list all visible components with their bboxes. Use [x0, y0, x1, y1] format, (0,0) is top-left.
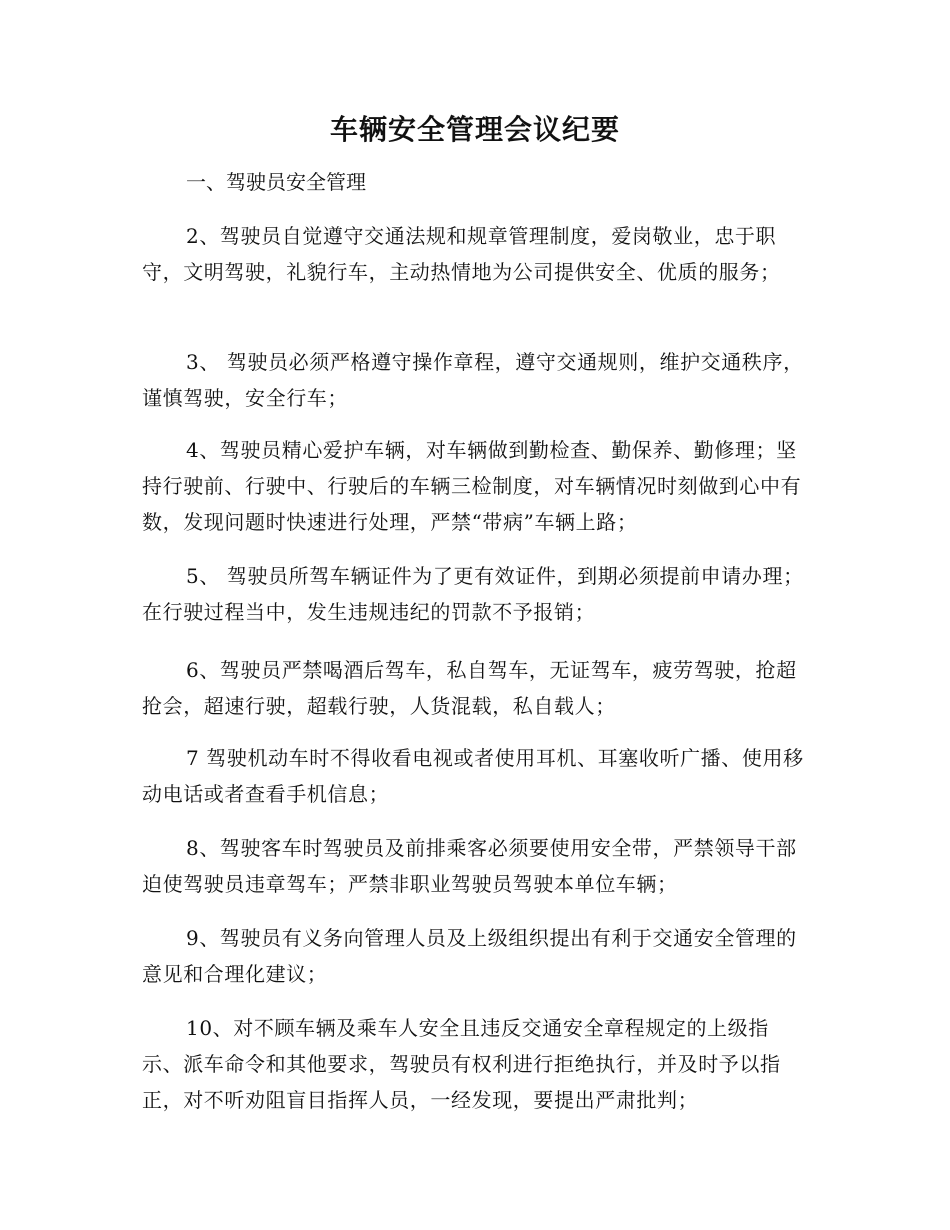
paragraph-item-7: 7 驾驶机动车时不得收看电视或者使用耳机、耳塞收听广播、使用移动电话或者查看手机信息； — [142, 746, 804, 806]
page-title: 车辆安全管理会议纪要 — [329, 113, 620, 146]
paragraph-item-5: 5、 驾驶员所驾车辆证件为了更有效证件，到期必须提前申请办理；在行驶过程当中，发生违规违纪的罚款不予报销； — [142, 564, 804, 624]
paragraph-item-4: 4、驾驶员精心爱护车辆，对车辆做到勤检查、勤保养、勤修理；坚持行驶前、行驶中、行驶后的车辆三检制度，对车辆情况时刻做到心中有数，发现问题时快速进行处理，严禁“带病”车辆上路； — [142, 438, 802, 534]
paragraph-item-2: 2、驾驶员自觉遵守交通法规和规章管理制度，爱岗敬业，忠于职守，文明驾驶，礼貌行车，主动热情地为公司提供安全、优质的服务； — [142, 224, 781, 284]
paragraph-item-6: 6、驾驶员严禁喝酒后驾车，私自驾车，无证驾车，疲劳驾驶，抢超抢会，超速行驶，超载行驶，人货混载，私自载人； — [142, 658, 797, 718]
section-heading: 一、驾驶员安全管理 — [186, 170, 366, 194]
paragraph-item-3: 3、 驾驶员必须严格遵守操作章程，遵守交通规则，维护交通秩序，谨慎驾驶，安全行车； — [142, 350, 804, 410]
paragraph-item-10: 10、对不顾车辆及乘车人安全且违反交通安全章程规定的上级指示、派车命令和其他要求，驾驶员有权利进行拒绝执行，并及时予以指正，对不听劝阻盲目指挥人员，一经发现，要提出严肃批判； — [142, 1016, 781, 1112]
paragraph-item-8: 8、驾驶客车时驾驶员及前排乘客必须要使用安全带，严禁领导干部迫使驾驶员违章驾车；严禁非职业驾驶员驾驶本单位车辆； — [142, 836, 797, 896]
paragraph-item-9: 9、驾驶员有义务向管理人员及上级组织提出有利于交通安全管理的意见和合理化建议； — [142, 926, 797, 986]
